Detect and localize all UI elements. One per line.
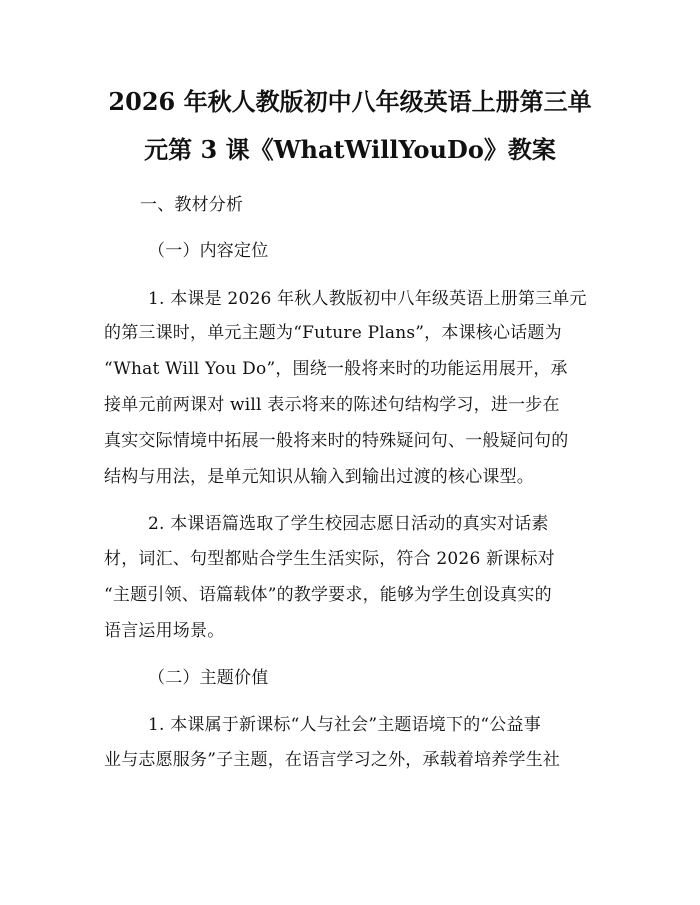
paragraph-line: “主题引领、语篇载体”的教学要求，能够为学生创设真实的 bbox=[104, 585, 552, 605]
subsection-heading-content-positioning: （一）内容定位 bbox=[148, 241, 269, 261]
paragraph-line: 接单元前两课对 will 表示将来的陈述句结构学习，进一步在 bbox=[104, 395, 560, 415]
title-line-1: 2026 年秋人教版初中八年级英语上册第三单 bbox=[108, 87, 592, 116]
paragraph-line: 1. 本课是 2026 年秋人教版初中八年级英语上册第三单元 bbox=[148, 289, 587, 309]
section-heading-materials-analysis: 一、教材分析 bbox=[140, 195, 244, 215]
paragraph-line: 材，词汇、句型都贴合学生生活实际，符合 2026 新课标对 bbox=[104, 549, 555, 569]
paragraph-line: 结构与用法，是单元知识从输入到输出过渡的核心课型。 bbox=[104, 467, 534, 487]
title-line-2: 元第 3 课《WhatWillYouDo》教案 bbox=[144, 135, 556, 164]
paragraph-line: 语言运用场景。 bbox=[104, 621, 225, 641]
paragraph-line: “What Will You Do”，围绕一般将来时的功能运用展开，承 bbox=[104, 359, 568, 379]
paragraph-line: 的第三课时，单元主题为“Future Plans”，本课核心话题为 bbox=[104, 323, 562, 343]
paragraph-line: 业与志愿服务”子主题，在语言学习之外，承载着培养学生社 bbox=[104, 750, 561, 770]
subsection-heading-theme-value: （二）主题价值 bbox=[148, 668, 269, 688]
paragraph-line: 真实交际情境中拓展一般将来时的特殊疑问句、一般疑问句的 bbox=[104, 431, 569, 451]
paragraph-line: 2. 本课语篇选取了学生校园志愿日活动的真实对话素 bbox=[148, 514, 549, 534]
paragraph-line: 1. 本课属于新课标“人与社会”主题语境下的“公益事 bbox=[148, 715, 541, 735]
document-title bbox=[90, 78, 610, 174]
